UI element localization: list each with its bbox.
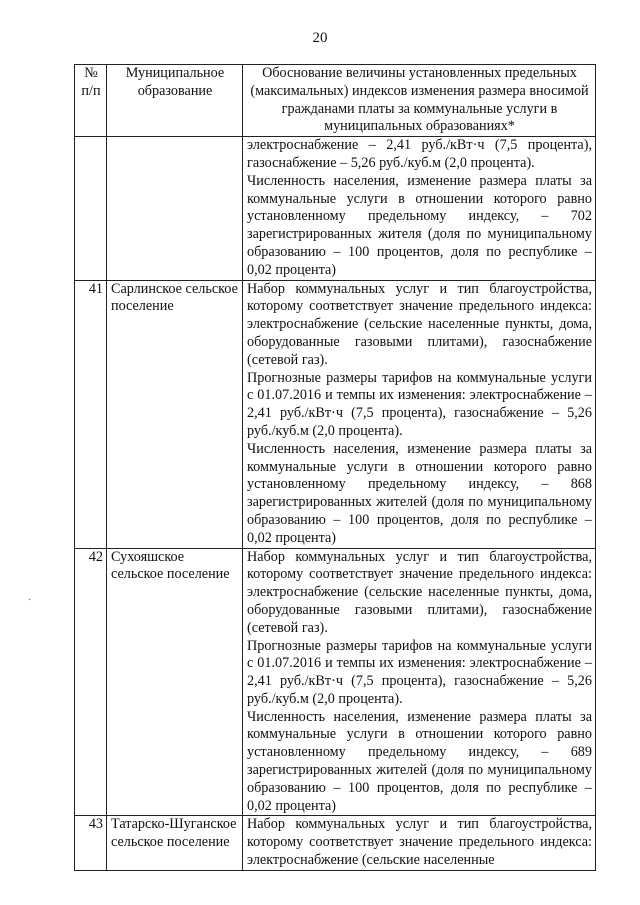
row-number: 43 <box>75 816 107 870</box>
row-number <box>75 137 107 280</box>
justification-paragraph: Набор коммунальных услуг и тип благоустройства, которому соответствует значение предельного индекса: электроснабжение (сельские населенные пункты, дома, оборудованные газовыми плитами), газоснабжение (сетевой газ). <box>247 548 592 636</box>
header-number: № п/п <box>75 65 107 137</box>
table-header-row <box>75 65 596 137</box>
row-justification <box>243 137 596 280</box>
row-number: 41 <box>75 280 107 548</box>
justification-paragraph: Численность населения, изменение размера платы за коммунальные услуги в отношении которого равно установленному предельному индексу, – 689 зарегистрированных жителей (доля по муниципальному образованию – 100 процентов, доля по республике – 0,02 процента) <box>247 708 592 814</box>
header-municipality: Муниципальное образование <box>107 65 243 137</box>
header-justification: Обоснование величины установленных предельных (максимальных) индексов изменения размера вносимой гражданами платы за коммунальные услуги в муниципальных образованиях* <box>243 65 596 137</box>
row-municipality <box>107 137 243 280</box>
row-municipality: Татарско-Шуганское сельское поселение <box>107 816 243 870</box>
tariff-justification-table <box>74 64 596 871</box>
table-row <box>75 548 596 816</box>
justification-paragraph: электроснабжение – 2,41 руб./кВт·ч (7,5 процента), газоснабжение – 5,26 руб./куб.м (2,0 процента). <box>247 137 592 171</box>
row-justification <box>243 816 596 870</box>
row-justification <box>243 280 596 548</box>
page-number: 20 <box>312 30 328 46</box>
row-municipality: Сарлинское сельское поселение <box>107 280 243 548</box>
scan-mark <box>28 598 31 601</box>
table-row <box>75 816 596 870</box>
table-row-continuation <box>75 137 596 280</box>
justification-paragraph: Прогнозные размеры тарифов на коммунальные услуги с 01.07.2016 и темпы их изменения: электроснабжение – 2,41 руб./кВт·ч (7,5 процента), газоснабжение – 5,26 руб./куб.м (2,0 процента). <box>247 369 592 439</box>
justification-paragraph: Численность населения, изменение размера платы за коммунальные услуги в отношении которого равно установленному предельному индексу, – 868 зарегистрированных жителей (доля по муниципальному образованию – 100 процентов, доля по республике – 0,02 процента) <box>247 440 592 546</box>
justification-paragraph: Набор коммунальных услуг и тип благоустройства, которому соответствует значение предельного индекса: электроснабжение (сельские населенные <box>247 816 592 869</box>
row-number: 42 <box>75 548 107 816</box>
justification-paragraph: Численность населения, изменение размера платы за коммунальные услуги в отношении которого равно установленному предельному индексу, – 702 зарегистрированных жителя (доля по муниципальному образованию – 100 процентов, доля по республике – 0,02 процента) <box>247 172 592 278</box>
table-row <box>75 280 596 548</box>
justification-paragraph: Прогнозные размеры тарифов на коммунальные услуги с 01.07.2016 и темпы их изменения: электроснабжение – 2,41 руб./кВт·ч (7,5 процента), газоснабжение – 5,26 руб./куб.м (2,0 процента). <box>247 637 592 707</box>
row-municipality: Сухояшское сельское поселение <box>107 548 243 816</box>
justification-paragraph: Набор коммунальных услуг и тип благоустройства, которому соответствует значение предельного индекса: электроснабжение (сельские населенные пункты, дома, оборудованные газовыми плитами), газоснабжение (сетевой газ). <box>247 280 592 368</box>
row-justification <box>243 548 596 816</box>
